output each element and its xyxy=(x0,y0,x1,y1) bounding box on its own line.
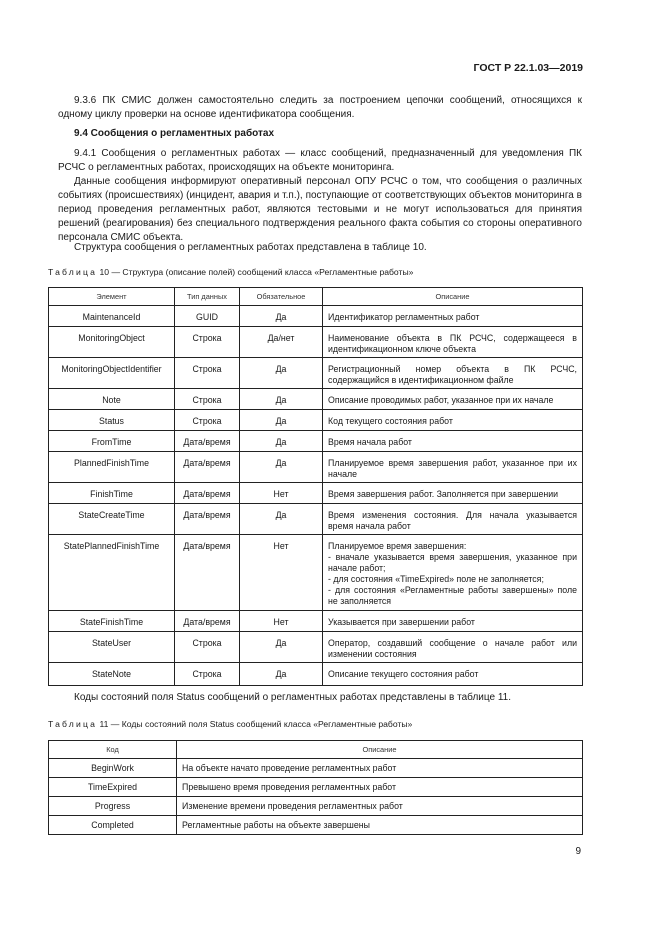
table10-cell-required: Нет xyxy=(240,483,323,504)
section-heading-9-4: 9.4 Сообщения о регламентных работах xyxy=(74,128,275,139)
table10-cell-element: MaintenanceId xyxy=(49,306,175,327)
table11-caption xyxy=(48,719,412,729)
table10-header-type: Тип данных xyxy=(175,288,240,306)
table-row xyxy=(49,663,583,686)
description-line: - вначале указывается время завершения, указанное при начале работ; xyxy=(328,552,577,573)
table10-cell-description: Идентификатор регламентных работ xyxy=(323,306,583,327)
table10-cell-description: Регистрационный номер объекта в ПК РСЧС, содержащийся в идентификационном файле xyxy=(323,358,583,389)
table-row xyxy=(49,431,583,452)
table10-caption xyxy=(48,267,413,277)
document-header-id: ГОСТ Р 22.1.03—2019 xyxy=(473,62,583,74)
table-row xyxy=(49,358,583,389)
table10-cell-description: Указывается при завершении работ xyxy=(323,611,583,632)
table10-header-required: Обязательное xyxy=(240,288,323,306)
paragraph-table11-ref: Коды состояний поля Status сообщений о регламентных работах представлены в таблице 11. xyxy=(74,692,511,703)
table10-caption-word: Таблица xyxy=(48,267,98,277)
table10-cell-description: Описание текущего состояния работ xyxy=(323,663,583,686)
table-row xyxy=(49,327,583,358)
table11-cell-description: На объекте начато проведение регламентных работ xyxy=(177,759,583,778)
table10-cell-required: Да xyxy=(240,358,323,389)
table10-cell-required: Да xyxy=(240,632,323,663)
table10-cell-description: Оператор, создавший сообщение о начале работ или изменении состояния xyxy=(323,632,583,663)
table10-caption-text: 10 — Структура (описание полей) сообщений класса «Регламентные работы» xyxy=(97,267,414,277)
table10-cell-type: Дата/время xyxy=(175,483,240,504)
table-row xyxy=(49,306,583,327)
table10-cell-type: Строка xyxy=(175,663,240,686)
description-line: - для состояния «TimeExpired» поле не заполняется; xyxy=(328,574,544,584)
table10-cell-type: Дата/время xyxy=(175,611,240,632)
table-row xyxy=(49,483,583,504)
table10-cell-required: Да xyxy=(240,389,323,410)
table10-cell-required: Да xyxy=(240,410,323,431)
table-row xyxy=(49,410,583,431)
table10-cell-element: MonitoringObjectIdentifier xyxy=(49,358,175,389)
table10-cell-description: Описание проводимых работ, указанное при их начале xyxy=(323,389,583,410)
table10-cell-description: Наименование объекта в ПК РСЧС, содержащееся в идентификационном ключе объекта xyxy=(323,327,583,358)
table11-cell-description: Превышено время проведения регламентных работ xyxy=(177,778,583,797)
table10-cell-description: Код текущего состояния работ xyxy=(323,410,583,431)
table10-cell-type: Дата/время xyxy=(175,504,240,535)
table11-header-description: Описание xyxy=(177,741,583,759)
table11-header-code: Код xyxy=(49,741,177,759)
table11-cell-description: Изменение времени проведения регламентных работ xyxy=(177,797,583,816)
table10-cell-required: Да xyxy=(240,504,323,535)
table10-cell-type: Строка xyxy=(175,632,240,663)
table-row xyxy=(49,452,583,483)
table-row xyxy=(49,778,583,797)
table11-caption-text: 11 — Коды состояний поля Status сообщений класса «Регламентные работы» xyxy=(97,719,413,729)
table-row xyxy=(49,535,583,611)
table10 xyxy=(48,287,583,686)
table11 xyxy=(48,740,583,835)
table10-cell-description: Время изменения состояния. Для начала указывается время начала работ xyxy=(323,504,583,535)
table10-header-element: Элемент xyxy=(49,288,175,306)
table10-cell-type: Строка xyxy=(175,410,240,431)
paragraph-9-3-6: 9.3.6 ПК СМИС должен самостоятельно следить за построением цепочки сообщений, относящихся к одному циклу проверки на основе идентификатора сообщения. xyxy=(58,95,582,120)
table-row xyxy=(49,797,583,816)
table10-cell-description: Планируемое время завершения работ, указанное при их начале xyxy=(323,452,583,483)
table10-cell-element: FinishTime xyxy=(49,483,175,504)
table10-header-row xyxy=(49,288,583,306)
table10-cell-element: Note xyxy=(49,389,175,410)
table10-cell-description: Время начала работ xyxy=(323,431,583,452)
page-number: 9 xyxy=(575,846,581,857)
table10-cell-type: Строка xyxy=(175,358,240,389)
table10-cell-type: Строка xyxy=(175,389,240,410)
table10-cell-required: Да xyxy=(240,306,323,327)
table10-cell-required: Нет xyxy=(240,535,323,611)
table11-cell-description: Регламентные работы на объекте завершены xyxy=(177,816,583,835)
table11-cell-code: BeginWork xyxy=(49,759,177,778)
table10-cell-required: Да/нет xyxy=(240,327,323,358)
table10-cell-required: Нет xyxy=(240,611,323,632)
description-line: - для состояния «Регламентные работы завершены» поле не заполняется xyxy=(328,585,577,606)
table10-cell-description: Время завершения работ. Заполняется при завершении xyxy=(323,483,583,504)
table10-cell-type: GUID xyxy=(175,306,240,327)
table11-header-row xyxy=(49,741,583,759)
table10-cell-element: StateFinishTime xyxy=(49,611,175,632)
table11-cell-code: TimeExpired xyxy=(49,778,177,797)
table10-cell-element: Status xyxy=(49,410,175,431)
table-row xyxy=(49,504,583,535)
table10-cell-type: Дата/время xyxy=(175,431,240,452)
table10-cell-required: Да xyxy=(240,663,323,686)
table-row xyxy=(49,759,583,778)
description-line: Планируемое время завершения: xyxy=(328,541,467,551)
table10-cell-element: FromTime xyxy=(49,431,175,452)
table10-cell-description xyxy=(323,535,583,611)
table10-cell-element: StateUser xyxy=(49,632,175,663)
table10-cell-element: StateCreateTime xyxy=(49,504,175,535)
table10-cell-element: MonitoringObject xyxy=(49,327,175,358)
table-row xyxy=(49,389,583,410)
table10-cell-element: StateNote xyxy=(49,663,175,686)
table11-cell-code: Progress xyxy=(49,797,177,816)
paragraph-table10-ref: Структура сообщения о регламентных работах представлена в таблице 10. xyxy=(74,242,427,253)
paragraph-9-4-1: 9.4.1 Сообщения о регламентных работах — класс сообщений, предназначенный для уведомления ПК РСЧС о регламентных работах, происходящих на объекте мониторинга. xyxy=(58,148,582,173)
table10-header-description: Описание xyxy=(323,288,583,306)
table10-cell-required: Да xyxy=(240,452,323,483)
table10-cell-required: Да xyxy=(240,431,323,452)
table10-cell-type: Дата/время xyxy=(175,535,240,611)
table10-cell-element: StatePlannedFinishTime xyxy=(49,535,175,611)
table11-caption-word: Таблица xyxy=(48,719,98,729)
table-row xyxy=(49,816,583,835)
table10-cell-type: Строка xyxy=(175,327,240,358)
table10-cell-type: Дата/время xyxy=(175,452,240,483)
table-row xyxy=(49,632,583,663)
table10-cell-element: PlannedFinishTime xyxy=(49,452,175,483)
table11-cell-code: Completed xyxy=(49,816,177,835)
table-row xyxy=(49,611,583,632)
paragraph-info: Данные сообщения информируют оперативный персонал ОПУ РСЧС о том, что сообщения о различных событиях (происшествиях) (инцидент, авария и т.п.), поступающие от соответствующих объектов мониторинга в период проведения регламентных работ, являются тестовыми и не могут использоваться для принятия решений (реагирования) без специального подтверждения реального факта события со стороны оперативного персонала СМИС объекта. xyxy=(58,176,582,243)
